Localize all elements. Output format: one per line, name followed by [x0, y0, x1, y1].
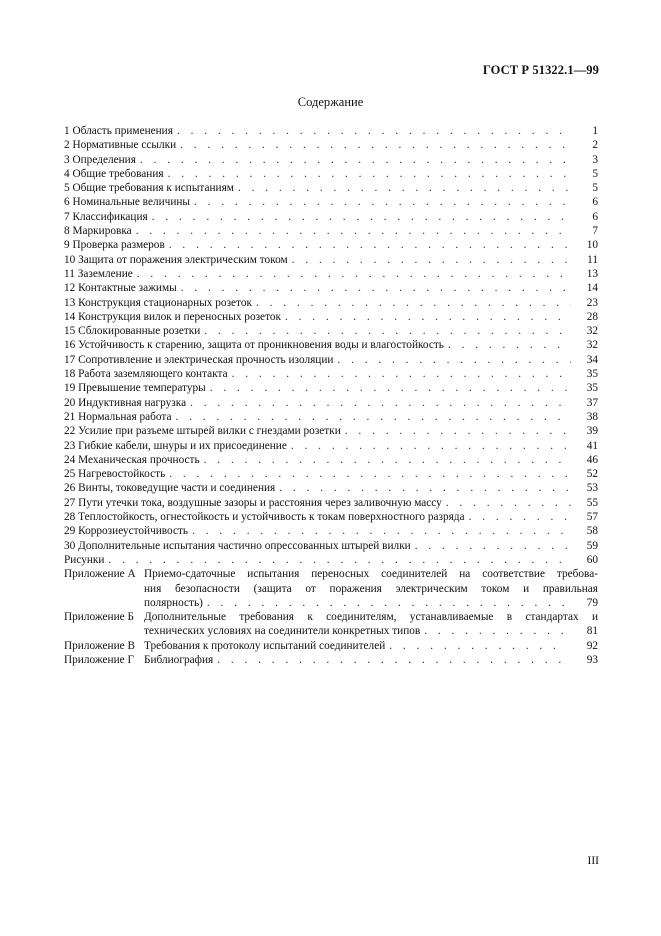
- dot-leader: [448, 338, 571, 352]
- toc-entry-page: 3: [592, 153, 598, 166]
- toc-entry-label: 18 Работа заземляющего контакта: [64, 368, 228, 381]
- appendix-title-last-line: полярность): [144, 596, 203, 609]
- appendix-page: 92: [586, 639, 598, 652]
- appendix-page: 81: [586, 625, 598, 638]
- toc-entry: [64, 439, 598, 453]
- toc-entry-label: 29 Коррозиеустойчивость: [64, 525, 189, 538]
- toc-entry-page: 23: [586, 296, 598, 309]
- dot-leader: [168, 167, 571, 181]
- dot-leader: [389, 639, 571, 653]
- dot-leader: [210, 381, 571, 395]
- dot-leader: [204, 324, 571, 338]
- appendix-entry: [64, 653, 598, 667]
- toc-entry: [64, 167, 598, 181]
- dot-leader: [337, 353, 571, 367]
- dot-leader: [175, 410, 571, 424]
- toc-entry: [64, 410, 598, 424]
- toc-entry: [64, 210, 598, 224]
- toc-entry-label: 5 Общие требования к испытаниям: [64, 182, 234, 195]
- toc-entry-page: 35: [586, 382, 598, 395]
- toc-entry-label: 17 Сопротивление и электрическая прочность изоляции: [64, 353, 334, 366]
- appendix-key: Приложение Г: [64, 653, 134, 666]
- toc-entry-label: 25 Нагревостойкость: [64, 468, 166, 481]
- toc-entry: [64, 396, 598, 410]
- dot-leader: [136, 224, 571, 238]
- toc-entry: [64, 539, 598, 553]
- page-number: III: [587, 855, 599, 867]
- toc-entry: [64, 367, 598, 381]
- dot-leader: [256, 296, 571, 310]
- toc-entry-label: 13 Конструкция стационарных розеток: [64, 296, 252, 309]
- toc-entry-page: 38: [586, 410, 598, 423]
- toc-entry-label: 20 Индуктивная нагрузка: [64, 396, 187, 409]
- appendix-title-line: Приемо-сдаточные испытания переносных соединителей на соответствие требова-: [144, 568, 598, 581]
- toc-entry-label: 2 Нормативные ссылки: [64, 139, 177, 152]
- toc-entry-page: 32: [586, 339, 598, 352]
- dot-leader: [194, 195, 571, 209]
- toc-entry: [64, 424, 598, 438]
- appendix-title-line: ния безопасности (защита от поражения электрическим током и правильная: [144, 582, 598, 595]
- dot-leader: [469, 510, 571, 524]
- toc-entry: [64, 153, 598, 167]
- toc-entry: [64, 195, 598, 209]
- toc-entry-label: 19 Превышение температуры: [64, 382, 206, 395]
- toc-entry-label: 26 Винты, токоведущие части и соединения: [64, 482, 276, 495]
- toc-entry: [64, 281, 598, 295]
- dot-leader: [152, 210, 571, 224]
- toc-entry-page: 60: [586, 553, 598, 566]
- toc-entry: [64, 253, 598, 267]
- toc-entry-page: 52: [586, 468, 598, 481]
- toc-entry-page: 6: [592, 210, 598, 223]
- dot-leader: [108, 553, 571, 567]
- toc-entry-page: 59: [586, 539, 598, 552]
- dot-leader: [292, 253, 571, 267]
- toc-entry-label: 6 Номинальные величины: [64, 196, 191, 209]
- toc-entry-label: 23 Гибкие кабели, шнуры и их присоединение: [64, 439, 287, 452]
- toc-entry-page: 5: [592, 167, 598, 180]
- toc-entry-page: 41: [586, 439, 598, 452]
- appendix-entry: [64, 610, 598, 639]
- toc-entry-page: 35: [586, 368, 598, 381]
- toc-entry: [64, 453, 598, 467]
- dot-leader: [140, 153, 571, 167]
- toc-entry: [64, 467, 598, 481]
- toc-entry-label: 21 Нормальная работа: [64, 410, 172, 423]
- dot-leader: [180, 138, 571, 152]
- dot-leader: [291, 439, 571, 453]
- toc-entry: [64, 224, 598, 238]
- toc-entry: [64, 238, 598, 252]
- toc-title: Содержание: [297, 95, 364, 109]
- toc-entry-label: 11 Заземление: [64, 267, 133, 280]
- appendix-title-last-line: Требования к протоколу испытаний соединителей: [144, 639, 386, 652]
- toc-entry: [64, 338, 598, 352]
- dot-leader: [345, 424, 571, 438]
- toc-entry-label: 10 Защита от поражения электрическим током: [64, 253, 288, 266]
- toc-entry-page: 57: [586, 511, 598, 524]
- toc-entry-label: 8 Маркировка: [64, 225, 132, 238]
- dot-leader: [232, 367, 571, 381]
- toc-entry-label: 4 Общие требования: [64, 167, 164, 180]
- toc-entry-label: 30 Дополнительные испытания частично опрессованных штырей вилки: [64, 539, 411, 552]
- toc-entry-page: 13: [586, 267, 598, 280]
- toc-entry-label: 15 Сблокированные розетки: [64, 325, 201, 338]
- toc-entry: [64, 296, 598, 310]
- dot-leader: [177, 124, 571, 138]
- dot-leader: [192, 524, 571, 538]
- appendix-page: 79: [586, 596, 598, 609]
- toc-entry-page: 5: [592, 182, 598, 195]
- toc-entry-page: 2: [592, 139, 598, 152]
- toc-entry: [64, 124, 598, 138]
- toc-entry-page: 7: [592, 225, 598, 238]
- toc-entry-page: 34: [586, 353, 598, 366]
- toc-entry-label: 3 Определения: [64, 153, 136, 166]
- toc-entry: [64, 481, 598, 495]
- toc-entry-page: 39: [586, 425, 598, 438]
- toc-entry-page: 46: [586, 453, 598, 466]
- document-id: ГОСТ Р 51322.1—99: [482, 63, 599, 77]
- dot-leader: [217, 653, 571, 667]
- toc-entry-label: 16 Устойчивость к старению, защита от проникновения воды и влагостойкость: [64, 339, 444, 352]
- toc-entry-label: 14 Конструкция вилок и переносных розеток: [64, 310, 281, 323]
- toc-entry-page: 10: [586, 239, 598, 252]
- toc-entry-page: 11: [587, 253, 598, 266]
- appendix-key: Приложение В: [64, 639, 135, 652]
- toc-entry-label: 7 Классификация: [64, 210, 148, 223]
- toc-entry-label: 24 Механическая прочность: [64, 453, 200, 466]
- dot-leader: [204, 453, 571, 467]
- toc-entry: [64, 510, 598, 524]
- toc-entry-page: 32: [586, 325, 598, 338]
- dot-leader: [446, 496, 571, 510]
- toc-entry: [64, 381, 598, 395]
- dot-leader: [424, 624, 571, 638]
- appendix-entry: [64, 567, 598, 610]
- toc-entry-label: Рисунки: [64, 553, 105, 566]
- toc-entry: [64, 267, 598, 281]
- toc-entry: [64, 496, 598, 510]
- toc-entry-page: 1: [592, 125, 598, 137]
- toc-entry-page: 37: [586, 396, 598, 409]
- toc-entry-label: 12 Контактные зажимы: [64, 282, 177, 295]
- toc-entry-label: 28 Теплостойкость, огнестойкость и устойчивость к токам поверхностного разряда: [64, 511, 465, 524]
- dot-leader: [285, 310, 571, 324]
- dot-leader: [238, 181, 571, 195]
- toc-entry-page: 6: [592, 196, 598, 209]
- toc-entry-label: 22 Усилие при разъеме штырей вилки с гнездами розетки: [64, 425, 341, 438]
- dot-leader: [190, 396, 571, 410]
- toc-entry: [64, 524, 598, 538]
- appendix-title-last-line: Библиография: [144, 653, 214, 666]
- dot-leader: [415, 539, 571, 553]
- toc-entry-label: 1 Область применения: [64, 125, 173, 137]
- appendix-title-last-line: технических условиях на соединители конкретных типов: [144, 625, 421, 638]
- dot-leader: [137, 267, 571, 281]
- toc-entry-label: 9 Проверка размеров: [64, 239, 165, 252]
- appendix-entry: [64, 639, 598, 653]
- table-of-contents: [64, 124, 598, 667]
- toc-entry-page: 58: [586, 525, 598, 538]
- appendix-page: 93: [586, 653, 598, 666]
- dot-leader: [169, 467, 571, 481]
- appendix-title-line: Дополнительные требования к соединителям, устанавливаемые в стандартах и: [144, 611, 598, 624]
- toc-entry-label: 27 Пути утечки тока, воздушные зазоры и расстояния через заливочную массу: [64, 496, 442, 509]
- toc-entry: [64, 310, 598, 324]
- toc-entry: [64, 353, 598, 367]
- toc-entry-page: 55: [586, 496, 598, 509]
- toc-entry-page: 14: [586, 282, 598, 295]
- toc-entry: [64, 324, 598, 338]
- dot-leader: [169, 238, 571, 252]
- appendix-key: Приложение А: [64, 568, 136, 581]
- toc-entry: [64, 138, 598, 152]
- toc-entry: [64, 181, 598, 195]
- dot-leader: [279, 481, 571, 495]
- toc-entry: [64, 553, 598, 567]
- dot-leader: [181, 281, 571, 295]
- toc-entry-page: 28: [586, 310, 598, 323]
- dot-leader: [207, 596, 571, 610]
- appendix-key: Приложение Б: [64, 611, 134, 624]
- toc-entry-page: 53: [586, 482, 598, 495]
